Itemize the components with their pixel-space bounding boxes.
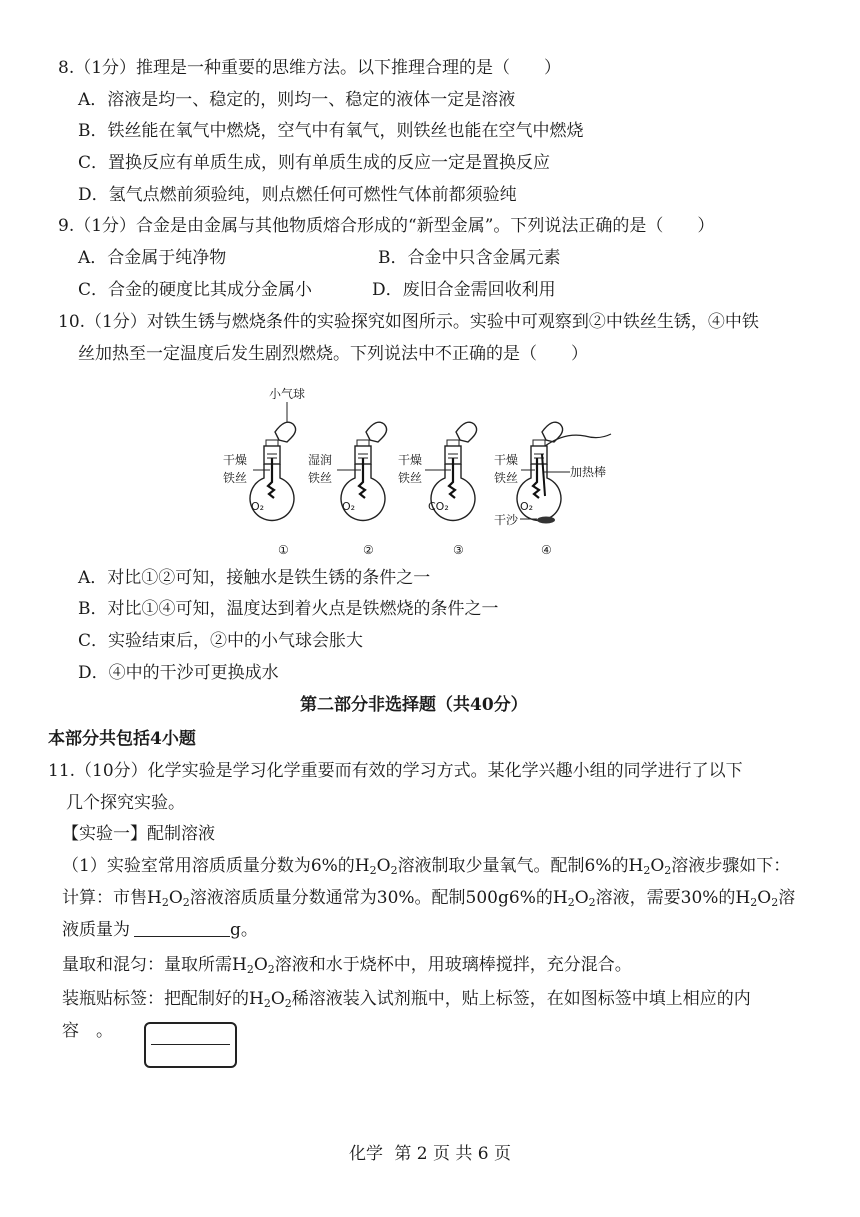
q9-option-d: D．废旧合金需回收利用 — [372, 280, 556, 300]
flask-2-gas: O₂ — [342, 500, 356, 513]
q11-stem-line2: 几个探究实验。 — [66, 793, 185, 813]
reagent-label-box[interactable] — [144, 1022, 237, 1068]
flask-4-label-bottom: 铁丝 — [494, 471, 519, 485]
q10-stem-line2: 丝加热至一定温度后发生剧烈燃烧。下列说法中不正确的是（ ） — [78, 344, 588, 364]
q11-line4: 量取和混匀：量取所需$H_2O_2$溶液和水于烧杯中，用玻璃棒搅拌，充分混合。 — [62, 955, 632, 976]
flask-2-number: ② — [363, 543, 374, 557]
answer-blank[interactable] — [134, 918, 230, 937]
q10-stem-line1: 10.（1分）对铁生锈与燃烧条件的实验探究如图所示。实验中可观察到②中铁丝生锈，④中铁 — [58, 312, 759, 332]
page-footer — [0, 1139, 860, 1164]
q8-option-b: B．铁丝能在氧气中燃烧，空气中有氧气，则铁丝也能在空气中燃烧 — [78, 121, 584, 141]
part2-intro: 本部分共包括4小题 — [48, 729, 196, 749]
flask-1-label-top: 干燥 — [223, 453, 248, 467]
q8-option-d: D．氢气点燃前须验纯，则点燃任何可燃性气体前都须验纯 — [78, 185, 517, 205]
q11-line2: 计算：市售$H_2O_2$溶液溶质质量分数通常为30%。配制500g6%的$H_2O_2$溶液，需要30%的$H_2O_2$溶 — [62, 888, 796, 909]
flask-2-label-bottom: 铁丝 — [308, 471, 333, 485]
q11-line5: 装瓶贴标签：把配制好的$H_2O_2$稀溶液装入试剂瓶中，贴上标签，在如图标签中填上相应的内 — [62, 989, 751, 1010]
flask-3-gas: CO₂ — [428, 500, 449, 513]
q10-option-b: B．对比①④可知，温度达到着火点是铁燃烧的条件之一 — [78, 599, 499, 619]
q11-line3: 液质量为 g。 — [62, 920, 258, 940]
q9-option-c: C．合金的硬度比其成分金属小 — [78, 280, 313, 300]
balloon-label: 小气球 — [269, 387, 306, 401]
heating-rod-label: 加热棒 — [570, 465, 607, 479]
part2-title: 第二部分非选择题（共40分） — [300, 695, 528, 715]
iron-rust-combustion-diagram — [215, 378, 635, 560]
q11-line6: 容 。 — [62, 1021, 113, 1041]
q11-line1: （1）实验室常用溶质质量分数为6%的$H_2O_2$溶液制取少量氧气。配制6%的$H_2O_2$溶液步骤如下： — [62, 856, 791, 877]
footer-page: 第 2 页 共 6 页 — [394, 1144, 512, 1164]
flask-2-label-top: 湿润 — [308, 453, 333, 467]
flask-3 — [428, 422, 477, 520]
flask-3-label-bottom: 铁丝 — [398, 471, 423, 485]
flask-1-gas: O₂ — [251, 500, 265, 513]
q9-stem: 9.（1分）合金是由金属与其他物质熔合形成的“新型金属”。下列说法正确的是（ ） — [58, 216, 715, 236]
flask-3-label-top: 干燥 — [398, 453, 423, 467]
q10-option-d: D．④中的干沙可更换成水 — [78, 663, 279, 683]
q11-stem-line1: 11.（10分）化学实验是学习化学重要而有效的学习方式。某化学兴趣小组的同学进行了以下 — [48, 761, 743, 781]
flask-1-label-bottom: 铁丝 — [223, 471, 248, 485]
q11-exp1-title: 【实验一】配制溶液 — [62, 824, 215, 844]
q9-option-b: B．合金中只含金属元素 — [378, 248, 561, 268]
flask-3-number: ③ — [453, 543, 464, 557]
q9-option-a: A．合金属于纯净物 — [78, 248, 227, 268]
q8-option-a: A．溶液是均一、稳定的，则均一、稳定的液体一定是溶液 — [78, 90, 516, 110]
flask-2 — [341, 422, 387, 520]
q10-option-c: C．实验结束后，②中的小气球会胀大 — [78, 631, 364, 651]
dry-sand-label: 干沙 — [494, 513, 519, 527]
flask-4-number: ④ — [541, 543, 552, 557]
flask-4-label-top: 干燥 — [494, 453, 519, 467]
flask-1 — [250, 422, 296, 520]
flask-1-number: ① — [278, 543, 289, 557]
q8-option-c: C．置换反应有单质生成，则有单质生成的反应一定是置换反应 — [78, 153, 551, 173]
footer-subject: 化学 — [348, 1144, 383, 1164]
q8-stem: 8.（1分）推理是一种重要的思维方法。以下推理合理的是（ ） — [58, 58, 562, 78]
q10-option-a: A．对比①②可知，接触水是铁生锈的条件之一 — [78, 568, 431, 588]
flask-4-gas: O₂ — [520, 500, 534, 513]
